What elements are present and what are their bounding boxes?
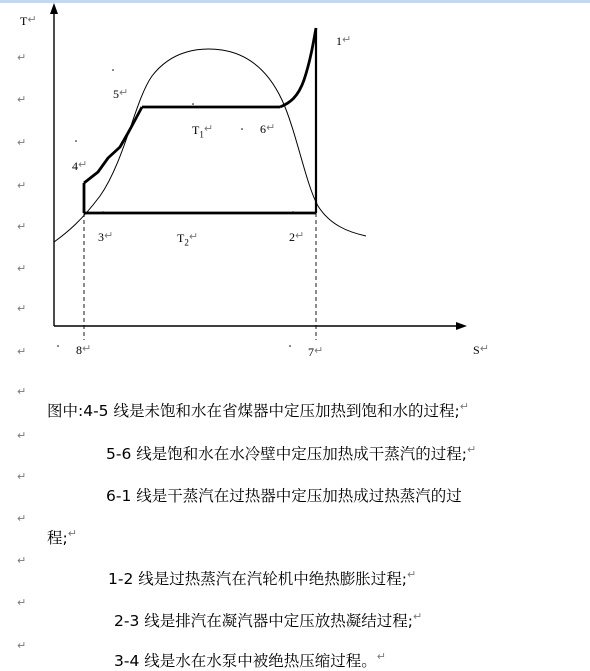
para-mark: ↵	[17, 385, 27, 398]
para-mark: ↵	[17, 345, 27, 358]
para-mark: ↵	[17, 596, 27, 609]
t2-label: $T_2$ ↵	[177, 230, 199, 248]
para-mark: ↵	[17, 51, 27, 64]
para-mark: ↵	[17, 554, 27, 567]
process-6-1	[280, 28, 316, 107]
point-2-label: 2 ↵	[289, 229, 305, 244]
caption-line-2: 5-6 线是饱和水在水冷壁中定压加热成干蒸汽的过程; ↵	[106, 443, 477, 463]
dot	[289, 345, 291, 347]
caption-line-1: 图中:4-5 线是未饱和水在省煤器中定压加热到饱和水的过程; ↵	[47, 400, 469, 420]
s-axis-arrow	[456, 322, 467, 330]
dot	[57, 345, 59, 347]
para-mark: ↵	[17, 179, 27, 192]
point-3-label: 3 ↵	[98, 229, 114, 244]
dot	[192, 103, 194, 105]
caption-line-5: 1-2 线是过热蒸汽在汽轮机中绝热膨胀过程; ↵	[108, 568, 417, 588]
para-mark: ↵	[17, 302, 27, 315]
axis-s-label: S ↵	[473, 342, 489, 357]
point-6-label: 6 ↵	[260, 121, 276, 136]
point-7-label: 7 ↵	[308, 344, 324, 359]
para-mark: ↵	[17, 512, 27, 525]
point-5-label: 5 ↵	[113, 86, 129, 101]
para-mark: ↵	[17, 220, 27, 233]
caption-line-7: 3-4 线是水在水泵中被绝热压缩过程。 ↵	[114, 650, 386, 670]
caption-line-6: 2-3 线是排汽在凝汽器中定压放热凝结过程; ↵	[114, 610, 423, 630]
para-mark: ↵	[17, 470, 27, 483]
t-axis-arrow	[50, 3, 58, 14]
dot	[292, 211, 294, 213]
caption-line-3: 6-1 线是干蒸汽在过热器中定压加热成过热蒸汽的过	[106, 487, 462, 505]
para-mark: ↵	[17, 429, 27, 442]
para-mark: ↵	[17, 262, 27, 275]
caption-line-4: 程; ↵	[47, 527, 77, 547]
dot	[241, 128, 243, 130]
point-4-label: 4 ↵	[72, 158, 88, 173]
dot	[102, 211, 104, 213]
axis-t-label: T ↵	[20, 13, 37, 28]
para-mark: ↵	[17, 93, 27, 106]
dot	[112, 69, 114, 71]
para-mark: ↵	[17, 136, 27, 149]
dot	[75, 140, 77, 142]
para-mark: ↵	[17, 639, 27, 652]
point-8-label: 8 ↵	[76, 342, 92, 357]
t1-label: $T_1$ ↵	[192, 122, 214, 140]
point-1-label: 1 ↵	[336, 33, 352, 48]
